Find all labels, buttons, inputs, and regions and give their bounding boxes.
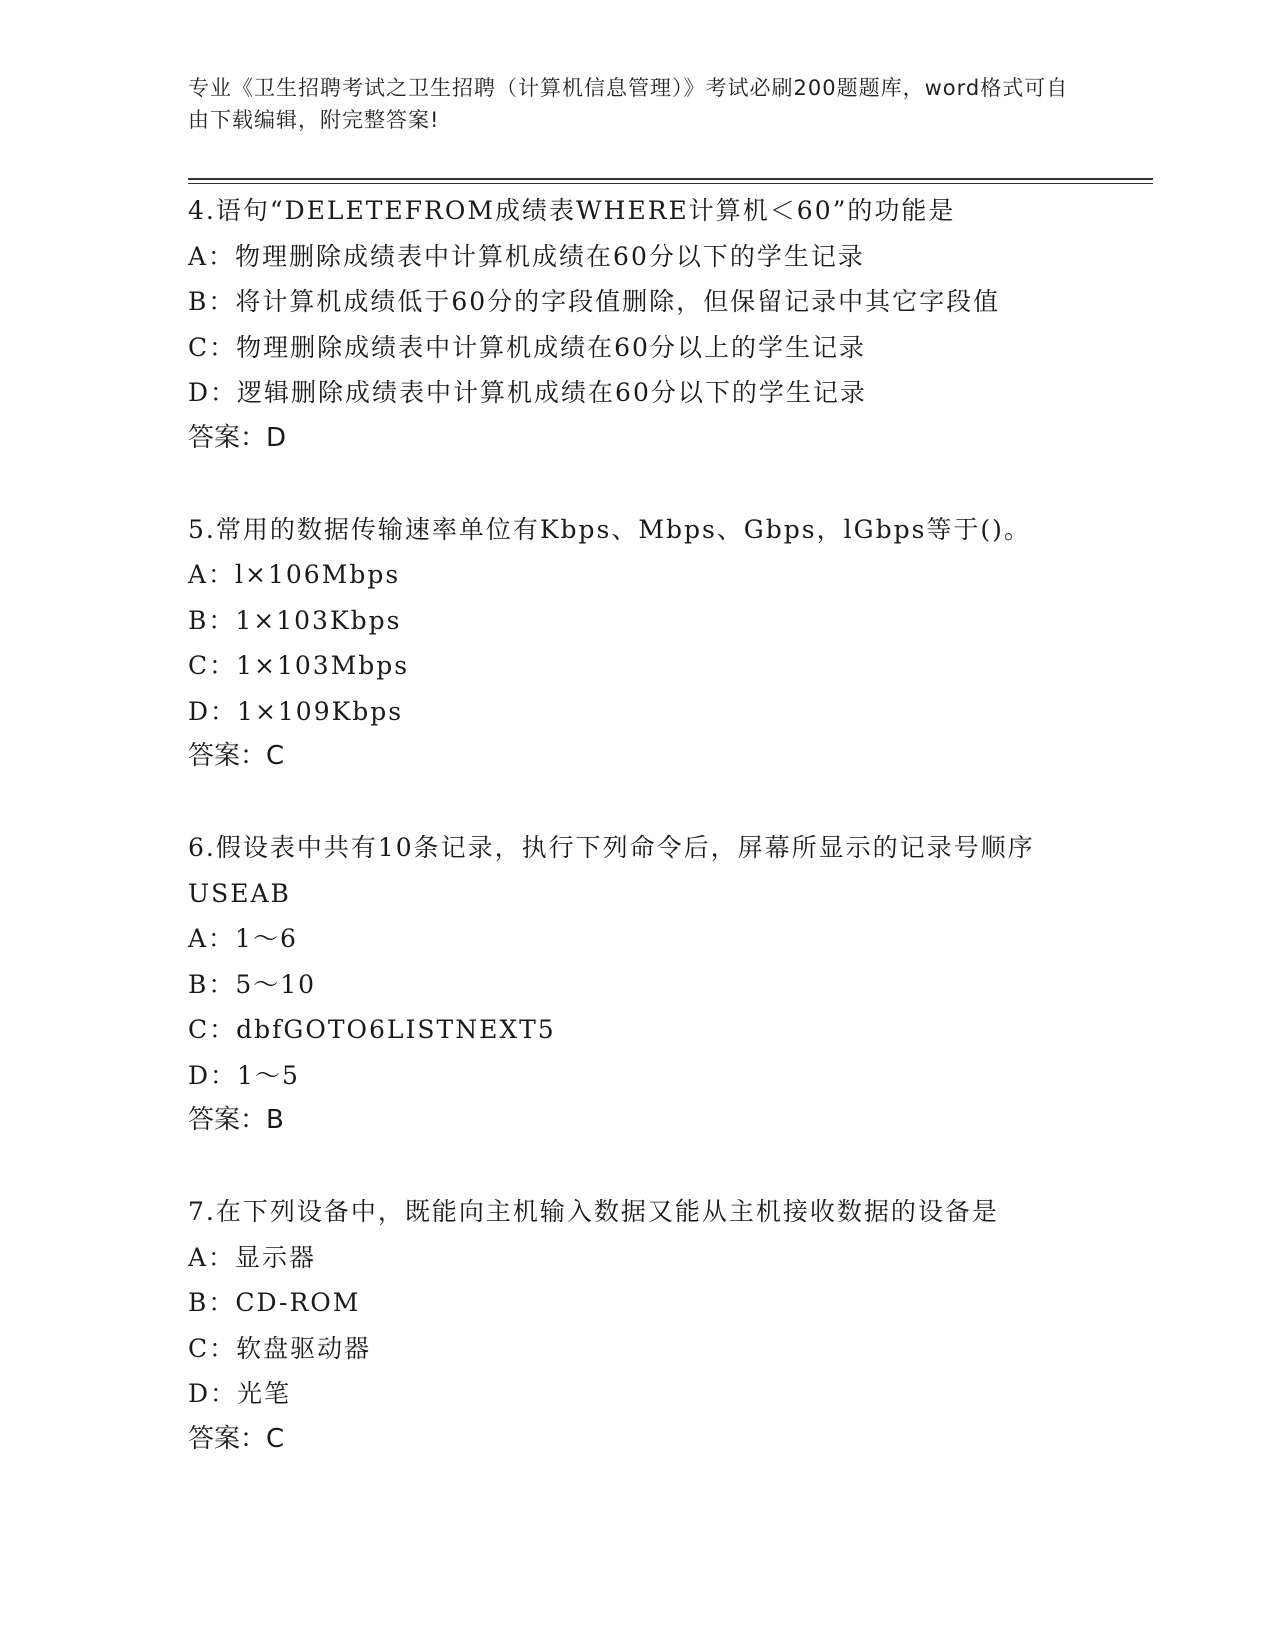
question-6 xyxy=(188,825,1088,1143)
option-d: D：1×109Kbps xyxy=(188,696,404,726)
question-4 xyxy=(188,188,1088,461)
option-b: B：将计算机成绩低于60分的字段值删除，但保留记录中其它字段值 xyxy=(188,287,1001,316)
answer: 答案：C xyxy=(188,741,285,771)
question-stem: 7.在下列设备中，既能向主机输入数据又能从主机接收数据的设备是 xyxy=(188,1197,999,1226)
option-c: C：物理删除成绩表中计算机成绩在60分以上的学生记录 xyxy=(188,332,866,362)
option-b: B：1×103Kbps xyxy=(188,605,402,635)
option-b: B：CD-ROM xyxy=(188,1288,361,1317)
question-5 xyxy=(188,507,1088,780)
question-7 xyxy=(188,1189,1088,1462)
option-a: A：l×106Mbps xyxy=(188,560,401,589)
option-d: D：1～5 xyxy=(188,1060,300,1090)
question-stem: 6.假设表中共有10条记录，执行下列命令后，屏幕所显示的记录号顺序USEAB xyxy=(188,833,1035,908)
option-a: A：显示器 xyxy=(188,1242,317,1272)
option-b: B：5～10 xyxy=(188,969,317,999)
question-stem: 4.语句“DELETEFROM成绩表WHERE计算机＜60”的功能是 xyxy=(188,196,956,225)
option-d: D：逻辑删除成绩表中计算机成绩在60分以下的学生记录 xyxy=(188,378,867,407)
option-d: D：光笔 xyxy=(188,1379,292,1408)
option-a: A：1～6 xyxy=(188,924,298,953)
option-a: A：物理删除成绩表中计算机成绩在60分以下的学生记录 xyxy=(188,241,865,271)
option-c: C：1×103Mbps xyxy=(188,651,410,680)
header-rule-thick xyxy=(188,178,1153,180)
document-header: 专业《卫生招聘考试之卫生招聘（计算机信息管理）》考试必刷200题题库，word格式可自由下载编辑，附完整答案! xyxy=(188,76,1069,132)
answer: 答案：B xyxy=(188,1105,284,1135)
question-list xyxy=(188,188,1088,1508)
answer: 答案：C xyxy=(188,1423,285,1454)
option-c: C：dbfGOTO6LISTNEXT5 xyxy=(188,1015,556,1044)
answer: 答案：D xyxy=(188,422,287,453)
header-rule-thin xyxy=(188,183,1153,184)
question-stem: 5.常用的数据传输速率单位有Kbps、Mbps、Gbps，lGbps等于()。 xyxy=(188,514,1031,544)
option-c: C：软盘驱动器 xyxy=(188,1333,372,1363)
